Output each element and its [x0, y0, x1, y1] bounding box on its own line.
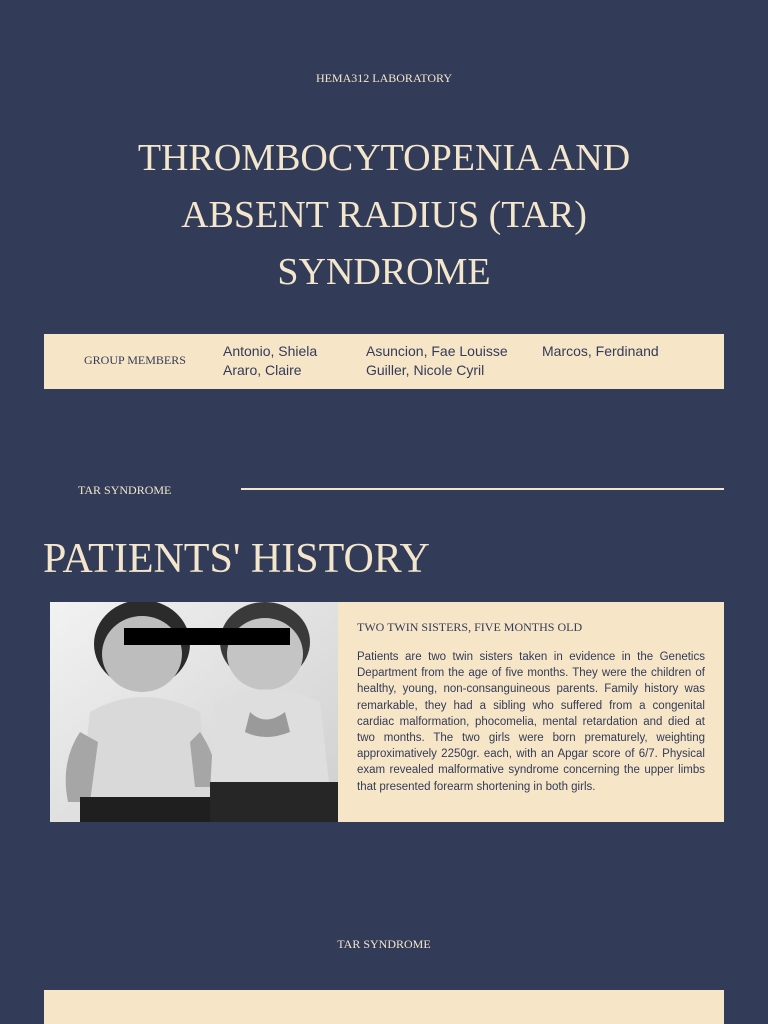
card-text: [357, 620, 705, 795]
next-section-band: [44, 990, 724, 1024]
page-title: THROMBOCYTOPENIA AND ABSENT RADIUS (TAR) SYNDROME: [137, 137, 631, 293]
members-column-2: [366, 342, 508, 380]
members-column-1: [223, 342, 317, 380]
course-label: HEMA312 LABORATORY: [315, 71, 453, 85]
section-label: TAR SYNDROME: [337, 937, 431, 951]
patient-history-card: [50, 602, 724, 822]
member-name: Marcos, Ferdinand: [542, 343, 659, 359]
group-members-label: GROUP MEMBERS: [84, 353, 186, 367]
section-title: PATIENTS' HISTORY: [43, 536, 430, 582]
member-name: Antonio, Shiela: [223, 343, 318, 359]
twin-sisters-photo: [50, 602, 338, 822]
member-name: Araro, Claire: [223, 362, 302, 378]
card-heading: TWO TWIN SISTERS, FIVE MONTHS OLD: [357, 620, 583, 634]
member-name: Guiller, Nicole Cyril: [366, 362, 485, 378]
members-column-3: [542, 342, 659, 361]
group-members-band: [44, 334, 724, 389]
section-label: TAR SYNDROME: [78, 483, 172, 497]
member-name: Asuncion, Fae Louisse: [366, 343, 508, 359]
section-divider: [241, 488, 724, 490]
card-body: Patients are two twin sisters taken in evidence in the Genetics Department from the age of five months. They were the children of healthy, young, non-consanguineous parents. Family history was remarkable, they had a sibling who suffered from a congenital cardiac malformation, phocomelia, mental retardation and died at two months. The two girls were born prematurely, weighting approximatively 2250gr. each, with an Apgar score of 6/7. Physical exam revealed malformative syndrome concerning the upper limbs that presented forearm shortening in both girls.: [357, 651, 705, 793]
